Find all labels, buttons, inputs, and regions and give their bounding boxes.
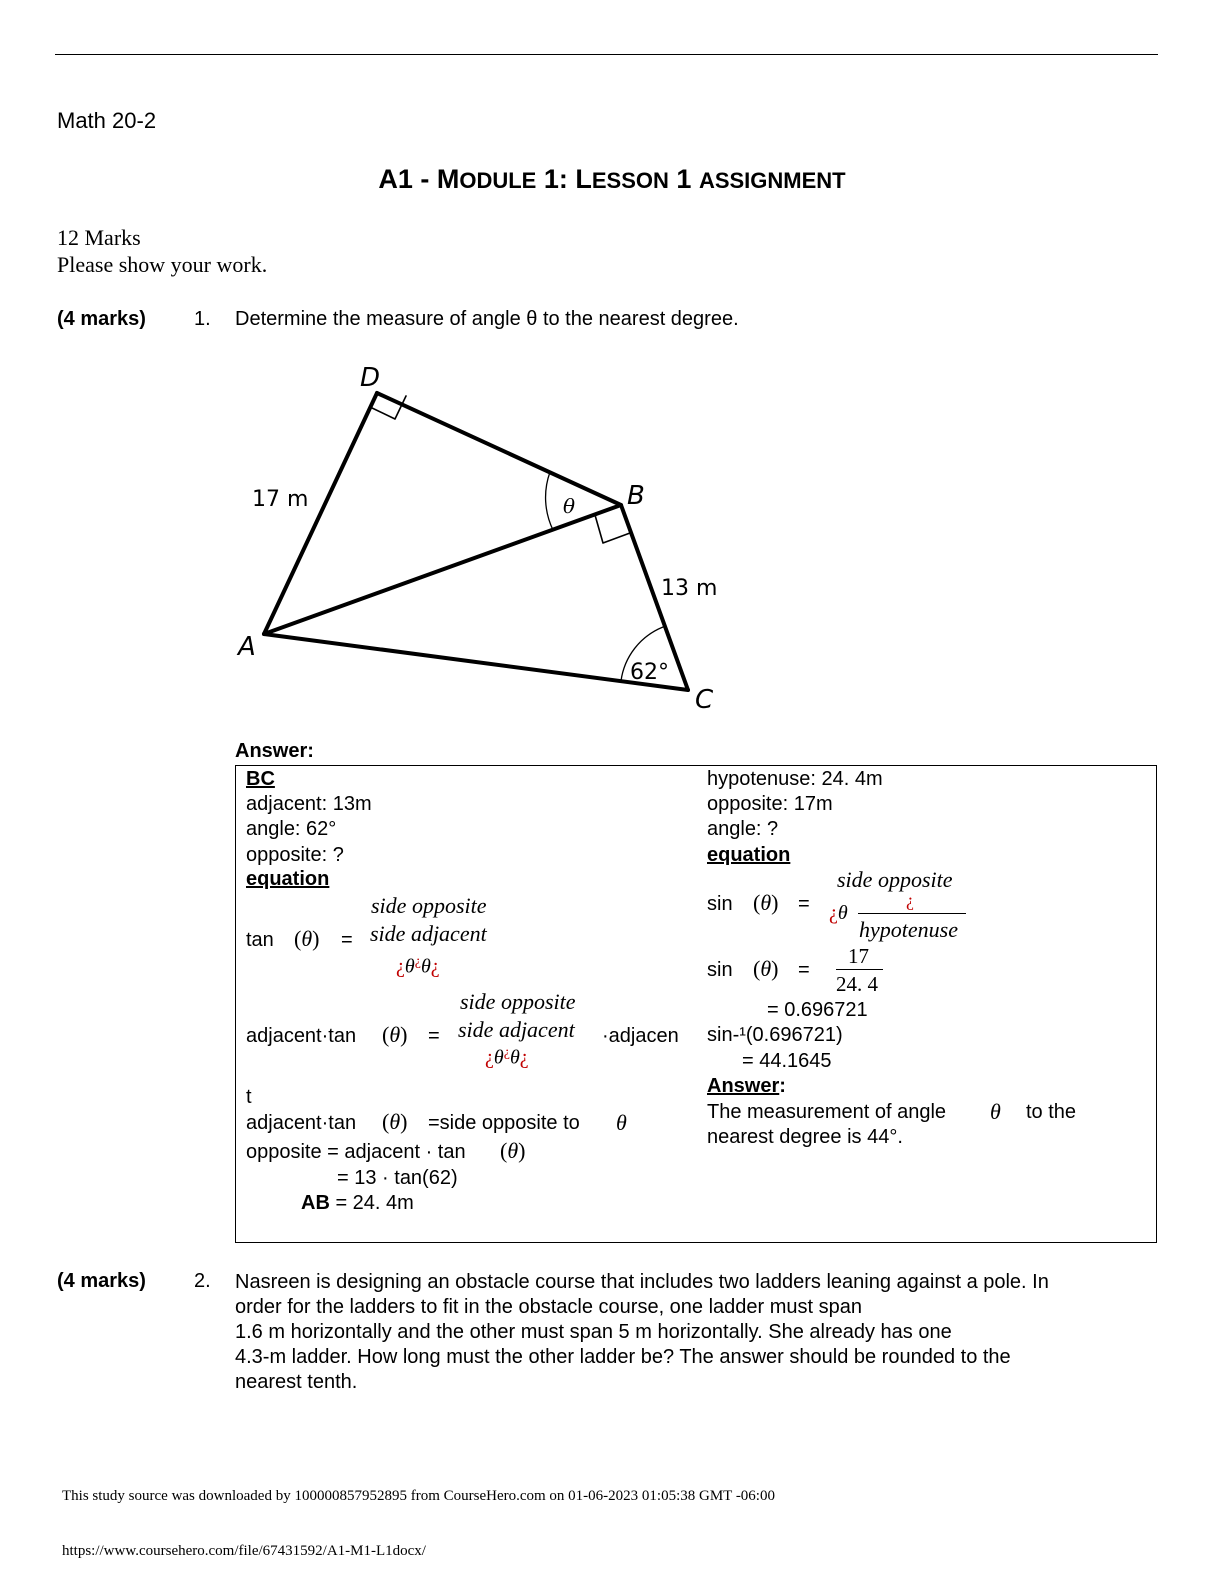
adj-tan-line-theta: (θ) bbox=[382, 1109, 408, 1134]
bc-adjacent: adjacent: 13m bbox=[246, 793, 372, 815]
ab-result: AB = 24. 4m bbox=[301, 1192, 414, 1214]
theta-symbol: θ bbox=[760, 890, 772, 915]
source-url[interactable]: https://www.coursehero.com/file/67431592/A1-M1-L1docx/ bbox=[62, 1543, 426, 1559]
segment-db bbox=[377, 393, 621, 505]
point-b-label: B bbox=[627, 481, 645, 511]
title-part: 1 bbox=[668, 164, 699, 194]
final-sentence-a: The measurement of angle bbox=[707, 1101, 947, 1123]
angle-unknown: angle: ? bbox=[707, 818, 779, 840]
opposite-formula: opposite = adjacent · tan bbox=[246, 1141, 466, 1163]
q2-line: 4.3-m ladder. How long must the other ladder be? The answer should be rounded to the bbox=[235, 1346, 1011, 1368]
side-opposite-to: =side opposite to bbox=[428, 1112, 580, 1134]
bc-opposite: opposite: ? bbox=[246, 844, 344, 866]
bc-heading: BC bbox=[246, 768, 275, 790]
title-part: ESSON bbox=[591, 168, 669, 193]
sin-den-244: 24. 4 bbox=[836, 972, 878, 996]
times-adjacent: ·adjacen bbox=[602, 1025, 679, 1047]
q2-number: 2. bbox=[194, 1270, 211, 1292]
q1-number: 1. bbox=[194, 308, 211, 330]
theta-label: θ bbox=[563, 494, 576, 518]
theta-symbol: θ bbox=[301, 926, 313, 951]
theta-symbol: θ bbox=[389, 1109, 401, 1134]
title-part: 1: L bbox=[536, 164, 592, 194]
answer-heading: Answer: bbox=[707, 1075, 786, 1097]
point-a-label: A bbox=[238, 632, 256, 662]
q2-line: order for the ladders to fit in the obstacle course, one ladder must span bbox=[235, 1296, 863, 1318]
sin-value: = 0.696721 bbox=[767, 999, 868, 1021]
wrapped-t: t bbox=[246, 1086, 252, 1108]
sin-theta-2: (θ) bbox=[753, 956, 779, 981]
course-name: Math 20-2 bbox=[57, 108, 157, 133]
page-title bbox=[0, 164, 1224, 195]
theta-symbol: θ bbox=[389, 1022, 401, 1047]
bc-angle: angle: 62° bbox=[246, 818, 337, 840]
total-marks: 12 Marks bbox=[57, 225, 141, 250]
equation-heading: equation bbox=[246, 868, 330, 890]
sin-denominator: hypotenuse bbox=[859, 917, 958, 942]
adj-tan-theta: (θ) bbox=[382, 1022, 408, 1047]
sin-label: sin bbox=[707, 893, 733, 915]
top-rule bbox=[55, 54, 1158, 55]
sin-equals: = bbox=[798, 893, 810, 915]
tan-label: tan bbox=[246, 929, 274, 951]
final-sentence-b: to the bbox=[1026, 1101, 1077, 1123]
sin-equals-2: = bbox=[798, 959, 810, 981]
sin-numerator: side opposite bbox=[837, 867, 953, 892]
q2-line: Nasreen is designing an obstacle course that includes two ladders leaning against a pole. In bbox=[235, 1271, 1049, 1293]
instruction: Please show your work. bbox=[57, 252, 268, 277]
q1-text: Determine the measure of angle θ to the nearest degree. bbox=[235, 308, 739, 330]
title-part: ASSIGNMENT bbox=[698, 168, 846, 193]
opposite-value: opposite: 17m bbox=[707, 793, 833, 815]
render-artifact: ¿ bbox=[906, 890, 914, 910]
equation-heading-right: equation bbox=[707, 844, 791, 866]
sin-num-17: 17 bbox=[848, 944, 869, 968]
opposite-theta: (θ) bbox=[500, 1138, 526, 1163]
fraction-bar bbox=[858, 913, 966, 914]
adj-numerator: side opposite bbox=[460, 989, 576, 1014]
side-bc-label: 13 m bbox=[661, 576, 718, 601]
source-notice: This study source was downloaded by 100000857952895 from CourseHero.com on 01-06-2023 01:05:38 GMT -06:00 bbox=[62, 1488, 775, 1504]
title-part: ODULE bbox=[459, 168, 537, 193]
angle-value: = 44.1645 bbox=[742, 1050, 832, 1072]
fraction-bar bbox=[836, 969, 883, 970]
side-ad-label: 17 m bbox=[252, 487, 309, 512]
tan-equals: = bbox=[341, 929, 353, 951]
render-artifact: ¿θ¿θ¿ bbox=[396, 954, 440, 978]
theta-symbol: θ bbox=[760, 956, 772, 981]
segment-ac bbox=[264, 634, 688, 690]
q2-line: 1.6 m horizontally and the other must span 5 m horizontally. She already has one bbox=[235, 1321, 952, 1343]
final-sentence-c: nearest degree is 44°. bbox=[707, 1126, 903, 1148]
adj-tan-label: adjacent·tan bbox=[246, 1025, 357, 1047]
title-part: A1 - M bbox=[378, 164, 460, 194]
q2-text bbox=[235, 1270, 1049, 1395]
angle-c-label: 62° bbox=[630, 660, 669, 685]
point-c-label: C bbox=[695, 685, 714, 715]
inverse-sin: sin-¹(0.696721) bbox=[707, 1024, 843, 1046]
adj-denominator: side adjacent bbox=[458, 1017, 575, 1042]
q2-marks: (4 marks) bbox=[57, 1270, 146, 1292]
theta-symbol: θ bbox=[616, 1110, 627, 1135]
tan-numerator: side opposite bbox=[371, 893, 487, 918]
adj-equals: = bbox=[428, 1025, 440, 1047]
render-artifact: ¿θ¿θ¿ bbox=[485, 1045, 529, 1069]
answer-label: Answer: bbox=[235, 740, 314, 762]
tan-denominator: side adjacent bbox=[370, 921, 487, 946]
opposite-substitution: = 13 · tan(62) bbox=[337, 1167, 458, 1189]
triangle-diagram bbox=[225, 355, 765, 725]
tan-theta: (θ) bbox=[294, 926, 320, 951]
sin-theta: (θ) bbox=[753, 890, 779, 915]
theta-symbol: θ bbox=[990, 1099, 1001, 1124]
sin-label-2: sin bbox=[707, 959, 733, 981]
adj-tan-line: adjacent·tan bbox=[246, 1112, 357, 1134]
hypotenuse-value: hypotenuse: 24. 4m bbox=[707, 768, 883, 790]
theta-arc bbox=[546, 472, 553, 530]
point-d-label: D bbox=[360, 363, 381, 393]
render-artifact: ¿θ bbox=[829, 902, 848, 924]
q1-marks: (4 marks) bbox=[57, 308, 146, 330]
q2-line: nearest tenth. bbox=[235, 1371, 358, 1393]
theta-symbol: θ bbox=[507, 1138, 519, 1163]
